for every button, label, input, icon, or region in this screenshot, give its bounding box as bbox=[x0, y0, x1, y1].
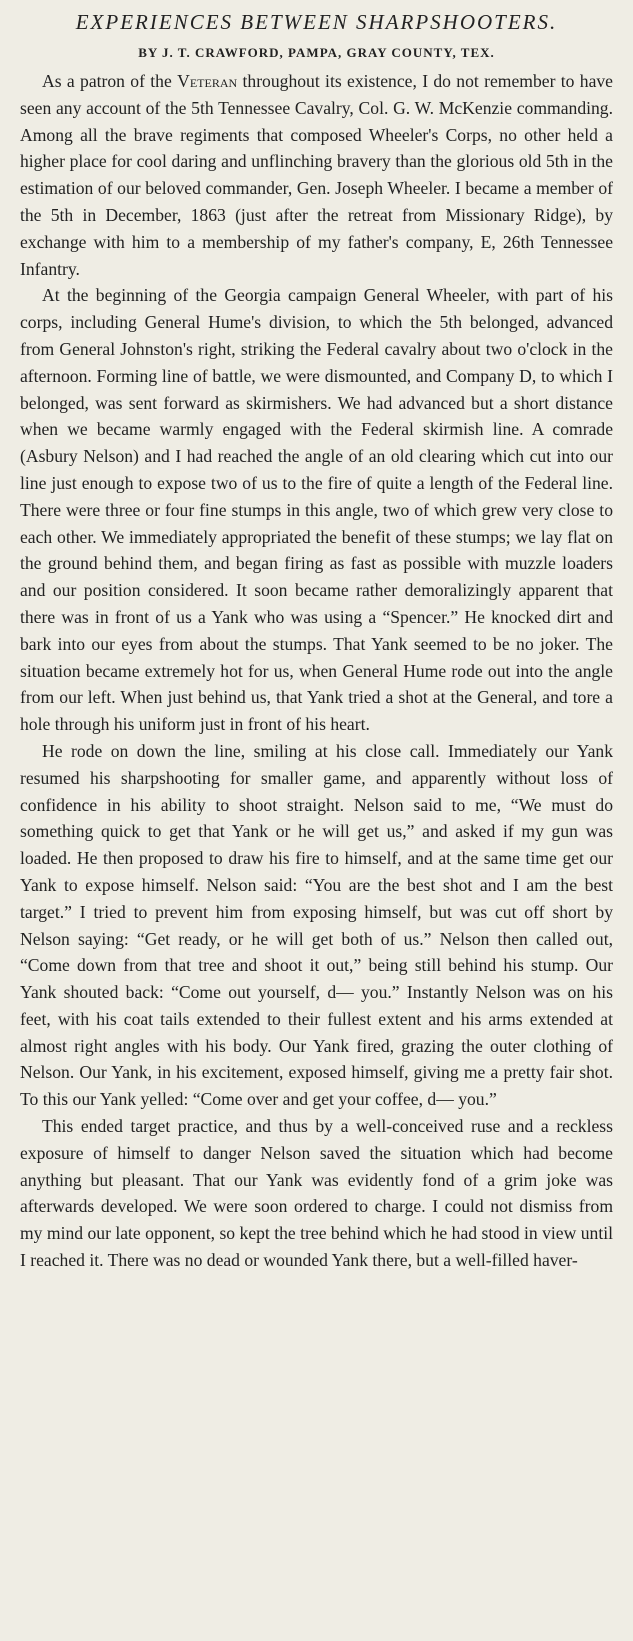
article-title: EXPERIENCES BETWEEN SHARPSHOOTERS. bbox=[75, 10, 558, 34]
paragraph-3: He rode on down the line, smiling at his close call. Immediately our Yank resumed his sharpshooting for smaller game, and apparently without loss of confidence in his ability to shoot straight. Nelson said to me, “We must do something quick to get that Yank or he will get us,” and asked if my gun was loaded. He then proposed to draw his fire to himself, and at the same time get our Yank to expose himself. Nelson said: “You are the best shot and I am the best target.” I tried to prevent him from exposing himself, but was cut off short by Nelson saying: “Get ready, or he will get both of us.” Nelson then called out, “Come down from that tree and shoot it out,” being still behind his stump. Our Yank shouted back: “Come out yourself, d— you.” Instantly Nelson was on his feet, with his coat tails extended to their fullest extent and his arms extended at almost right angles with his body. Our Yank fired, grazing the outer clothing of Nelson. Our Yank, in his excitement, exposed himself, giving me a pretty fair shot. To this our Yank yelled: “Come over and get your coffee, d— you.” bbox=[20, 740, 613, 1110]
paragraph-1-before: As a patron of the bbox=[42, 71, 178, 91]
magazine-name: Veteran bbox=[177, 71, 238, 91]
byline-prefix: BY bbox=[138, 45, 158, 60]
paragraph-4: This ended target practice, and thus by a well-conceived ruse and a reckless exposure of himself to danger Nelson saved the situation which had become anything but pleasant. That our Yank was evidently fond of a grim joke was afterwards developed. We were soon ordered to charge. I could not dismiss from my mind our late opponent, so kept the tree behind which he had stood in view until I reached it. There was no dead or wounded Yank there, but a well-filled haver- bbox=[20, 1116, 613, 1271]
article-byline bbox=[20, 42, 613, 64]
paragraph-2: At the beginning of the Georgia campaign General Wheeler, with part of his corps, including General Hume's division, to which the 5th belonged, advanced from General Johnston's right, striking the Federal cavalry about two o'clock in the afternoon. Forming line of battle, we were dismounted, and Company D, to which I belonged, was sent forward as skirmishers. We had advanced but a short distance when we became warmly engaged with the Federal skirmish line. A comrade (Asbury Nelson) and I had reached the angle of an old clearing which cut into our line just enough to expose two of us to the fire of quite a length of the Federal line. There were three or four fine stumps in this angle, two of which grew very close to each other. We immediately appropriated the benefit of these stumps; we lay flat on the ground behind them, and began firing as fast as possible with muzzle loaders and our position considered. It soon became rather demoralizingly apparent that there was in front of us a Yank who was using a “Spencer.” He knocked dirt and bark into our eyes from about the stumps. That Yank seemed to be no joker. The situation became extremely hot for us, when General Hume rode out into the angle from our left. When just behind us, that Yank tried a shot at the General, and tore a hole through his uniform just in front of his heart. bbox=[20, 285, 613, 735]
paragraph-1 bbox=[20, 68, 613, 282]
paragraph-1-after: throughout its existence, I do not remember to have seen any account of the 5th Tennessee Cavalry, Col. G. W. McKenzie commanding. Among all the brave regiments that composed Wheeler's Corps, no other held a higher place for cool daring and unflinching bravery than the glorious old 5th in the estimation of our beloved commander, Gen. Joseph Wheeler. I became a member of the 5th in December, 1863 (just after the retreat from Missionary Ridge), by exchange with him to a membership of my father's company, E, 26th Tennessee Infantry. bbox=[20, 71, 613, 279]
byline-author: J. T. CRAWFORD, PAMPA, GRAY COUNTY, TEX. bbox=[162, 45, 495, 60]
